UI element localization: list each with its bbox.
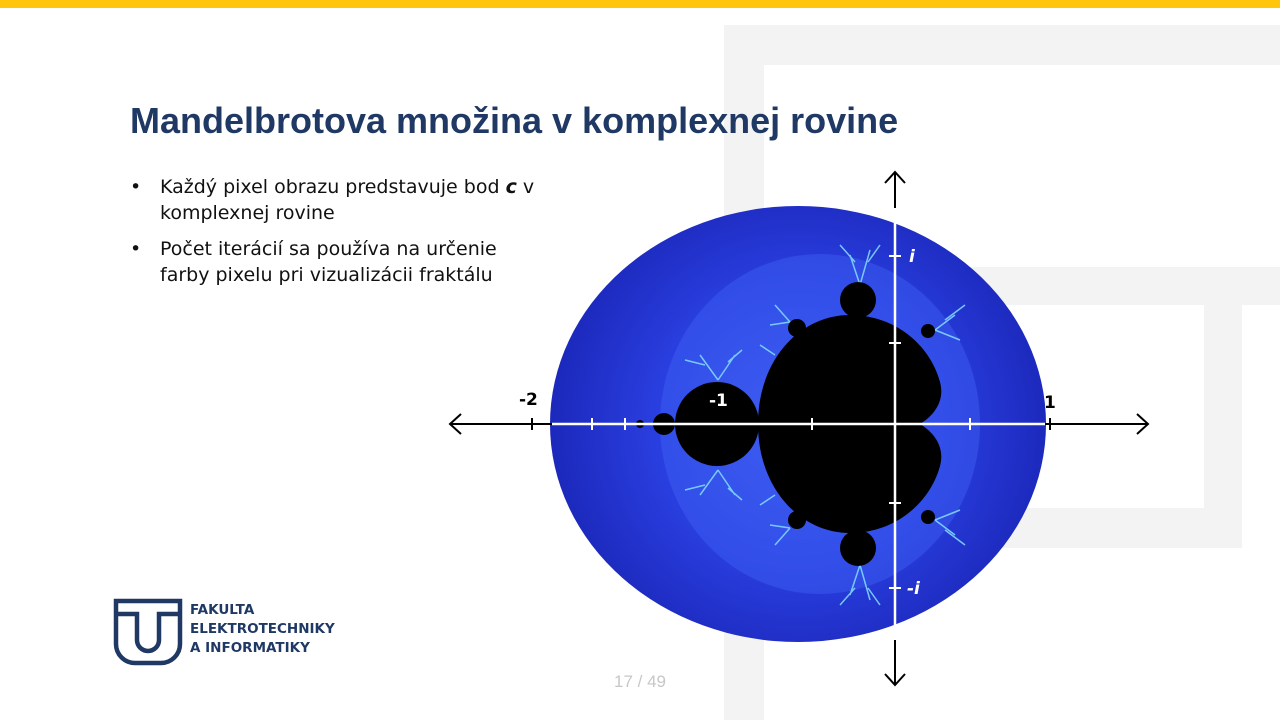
faculty-name-line: A INFORMATIKY (190, 640, 310, 656)
axis-label-one: 1 (1044, 393, 1056, 413)
page-number: 17 / 49 (614, 672, 666, 691)
faculty-name (190, 601, 335, 658)
bullet-dot: • (130, 238, 142, 260)
bullet-text-pre: Každý pixel obrazu predstavuje bod (160, 176, 506, 198)
mandelbrot-bulb-top (840, 282, 876, 318)
bullet-text-emphasis: c (505, 176, 517, 198)
faculty-name-line: FAKULTA (190, 602, 255, 618)
mandelbrot-figure (440, 160, 1160, 690)
mandelbrot-bulb-upper-left (788, 319, 806, 337)
faculty-logo-icon (113, 598, 183, 666)
slide-title: Mandelbrotova množina v komplexnej rovine (130, 100, 899, 141)
axis-label-i: i (909, 247, 915, 267)
mandelbrot-bulb-bottom (840, 530, 876, 566)
axis-label-neg-two: -2 (519, 390, 538, 410)
mandelbrot-bulb-upper-right (921, 324, 935, 338)
faculty-name-line: ELEKTROTECHNIKY (190, 621, 335, 637)
mandelbrot-bulb-lower-right (921, 510, 935, 524)
axis-label-neg-one: -1 (709, 391, 728, 411)
bullet-dot: • (130, 176, 142, 198)
mandelbrot-bulb-lower-left (788, 511, 806, 529)
bullet-text: Počet iterácií sa používa na určenie farby pixelu pri vizualizácii fraktálu (160, 238, 497, 286)
axis-label-neg-i: -i (907, 579, 920, 599)
bullet-text-post: v komplexnej rovine (160, 176, 535, 224)
